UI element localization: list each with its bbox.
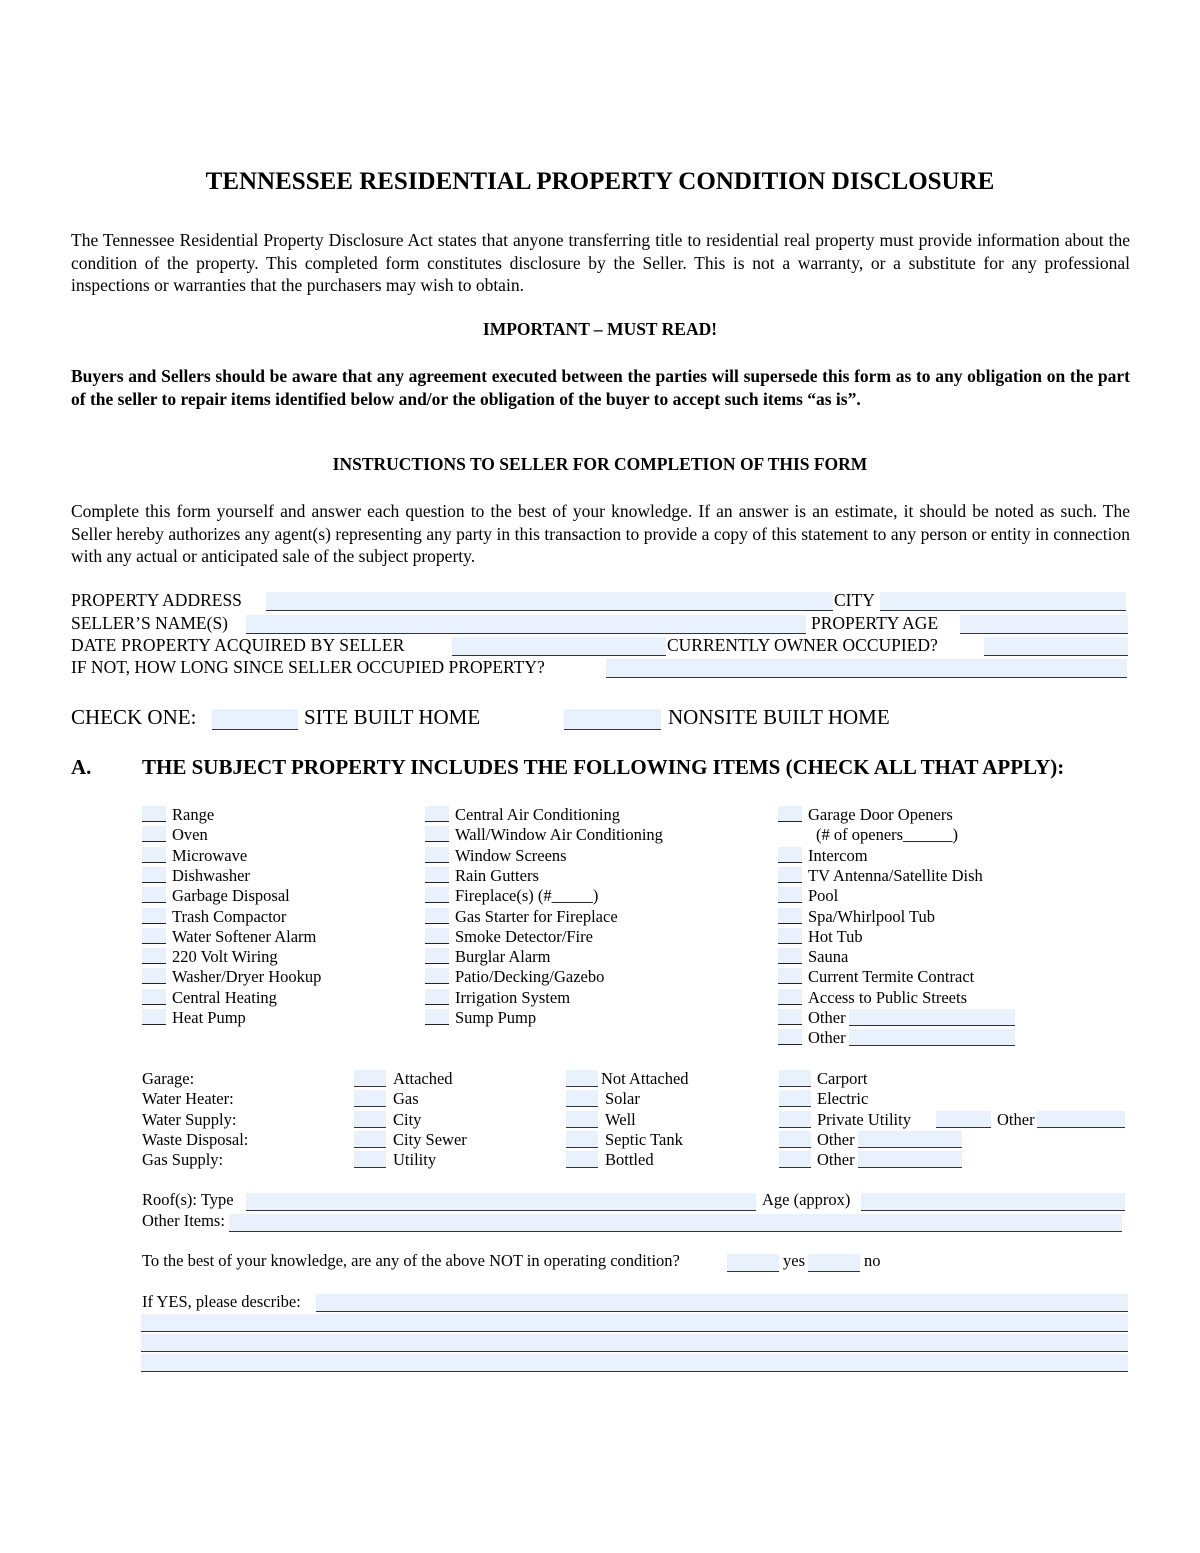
item-label-col1-3: Dishwasher bbox=[172, 865, 250, 885]
utility-check-b-2[interactable] bbox=[566, 1111, 598, 1128]
item-label-col3-2: Intercom bbox=[808, 845, 868, 865]
item-label-col3-0: Garage Door Openers bbox=[808, 805, 953, 824]
item-label-col2-5: Gas Starter for Fireplace bbox=[455, 906, 618, 926]
item-checkbox-col3-9[interactable] bbox=[778, 989, 802, 1005]
page-title: TENNESSEE RESIDENTIAL PROPERTY CONDITION DISCLOSURE bbox=[205, 168, 995, 195]
item-checkbox-col3-5[interactable] bbox=[778, 908, 802, 924]
item-label-col1-0: Range bbox=[172, 805, 215, 824]
roof-age-field[interactable] bbox=[861, 1193, 1125, 1211]
item-checkbox-col2-5[interactable] bbox=[425, 908, 449, 924]
yes-label: yes bbox=[783, 1251, 805, 1270]
item-label-col3-8: Current Termite Contract bbox=[808, 967, 975, 987]
item-checkbox-col2-9[interactable] bbox=[425, 989, 449, 1005]
item-label-col2-7: Burglar Alarm bbox=[455, 947, 551, 967]
utility-other-field-3[interactable] bbox=[858, 1131, 962, 1148]
utility-option-c-2: Private Utility bbox=[817, 1109, 911, 1129]
utility-check-d-2[interactable] bbox=[936, 1111, 991, 1128]
item-label-col3-9: Access to Public Streets bbox=[808, 987, 968, 1007]
site-built-checkbox[interactable] bbox=[212, 709, 298, 730]
roof-type-label: Roof(s): Type bbox=[142, 1190, 234, 1209]
utility-check-c-4[interactable] bbox=[779, 1151, 811, 1168]
utility-check-c-1[interactable] bbox=[779, 1090, 811, 1107]
other-item-field-10[interactable] bbox=[849, 1009, 1015, 1026]
roof-type-field[interactable] bbox=[246, 1193, 756, 1211]
section-a-letter: A. bbox=[71, 755, 92, 779]
owner-occupied-label: CURRENTLY OWNER OCCUPIED? bbox=[667, 635, 938, 655]
utility-label-1: Water Heater: bbox=[142, 1089, 234, 1109]
other-items-label: Other Items: bbox=[142, 1211, 225, 1230]
roof-age-label: Age (approx) bbox=[762, 1190, 851, 1209]
check-one-label: CHECK ONE: bbox=[71, 705, 197, 729]
describe-line-1[interactable] bbox=[316, 1294, 1128, 1312]
property-address-field[interactable] bbox=[266, 592, 833, 611]
item-checkbox-col3-8[interactable] bbox=[778, 968, 802, 984]
describe-label: If YES, please describe: bbox=[142, 1292, 301, 1311]
instructions-heading: INSTRUCTIONS TO SELLER FOR COMPLETION OF THIS FORM bbox=[332, 454, 868, 474]
item-checkbox-col1-3[interactable] bbox=[142, 867, 166, 883]
item-checkbox-col1-8[interactable] bbox=[142, 968, 166, 984]
item-checkbox-col1-9[interactable] bbox=[142, 989, 166, 1005]
utility-label-0: Garage: bbox=[142, 1069, 195, 1088]
utility-option-b-2: Well bbox=[605, 1109, 636, 1129]
important-paragraph: Buyers and Sellers should be aware that any agreement executed between the parties will supersede this form as to any obligation on the part of the seller to repair items identified below and/or the obligation of the buyer to accept such items “as is”. bbox=[71, 366, 1130, 409]
utility-option-c-3: Other bbox=[817, 1129, 855, 1149]
utility-option-a-2: City bbox=[393, 1109, 422, 1129]
sellers-names-field[interactable] bbox=[246, 615, 806, 634]
utility-check-b-1[interactable] bbox=[566, 1090, 598, 1107]
utility-check-a-4[interactable] bbox=[354, 1151, 386, 1168]
important-heading: IMPORTANT – MUST READ! bbox=[482, 319, 718, 339]
item-label-col3-11: Other bbox=[808, 1028, 846, 1048]
item-checkbox-col1-1[interactable] bbox=[142, 826, 166, 842]
nonsite-built-label: NONSITE BUILT HOME bbox=[668, 705, 890, 729]
date-acquired-field[interactable] bbox=[452, 637, 666, 656]
item-label-col2-0: Central Air Conditioning bbox=[455, 805, 620, 824]
utility-check-b-0[interactable] bbox=[566, 1070, 598, 1087]
item-checkbox-col2-7[interactable] bbox=[425, 948, 449, 964]
item-label-col1-4: Garbage Disposal bbox=[172, 886, 290, 906]
utility-option-d-2: Other bbox=[997, 1109, 1035, 1129]
item-checkbox-col1-2[interactable] bbox=[142, 847, 166, 863]
item-checkbox-col1-5[interactable] bbox=[142, 908, 166, 924]
yes-checkbox[interactable] bbox=[727, 1254, 779, 1272]
intro-paragraph: The Tennessee Residential Property Disclosure Act states that anyone transferring title to residential real property must provide information about the condition of the property. This completed form constitutes disclosure by the Seller. This is not a warranty, or a substitute for any professional inspections or warranties that the purchasers may wish to obtain. bbox=[71, 230, 1130, 296]
item-label-col1-10: Heat Pump bbox=[172, 1008, 246, 1027]
item-checkbox-col3-4[interactable] bbox=[778, 887, 802, 903]
item-checkbox-col2-4[interactable] bbox=[425, 887, 449, 903]
item-checkbox-col1-4[interactable] bbox=[142, 887, 166, 903]
item-checkbox-col2-8[interactable] bbox=[425, 968, 449, 984]
city-field[interactable] bbox=[880, 592, 1126, 611]
owner-occupied-field[interactable] bbox=[984, 637, 1128, 656]
item-label-col3-1: (# of openers______) bbox=[816, 825, 959, 845]
item-checkbox-col3-6[interactable] bbox=[778, 928, 802, 944]
utility-option-c-4: Other bbox=[817, 1150, 855, 1170]
item-label-col3-6: Hot Tub bbox=[808, 926, 863, 946]
utility-option-b-3: Septic Tank bbox=[605, 1129, 683, 1149]
utility-check-a-0[interactable] bbox=[354, 1070, 386, 1087]
item-label-col2-2: Window Screens bbox=[455, 845, 567, 865]
utility-option-c-1: Electric bbox=[817, 1089, 869, 1109]
site-built-label: SITE BUILT HOME bbox=[304, 705, 481, 729]
utility-check-c-0[interactable] bbox=[779, 1070, 811, 1087]
utility-other-d-field-2[interactable] bbox=[1037, 1111, 1125, 1128]
item-checkbox-col2-3[interactable] bbox=[425, 867, 449, 883]
item-label-col3-5: Spa/Whirlpool Tub bbox=[808, 906, 935, 926]
utility-option-b-1: Solar bbox=[605, 1089, 640, 1109]
item-checkbox-col3-7[interactable] bbox=[778, 948, 802, 964]
item-checkbox-col1-0[interactable] bbox=[142, 806, 166, 822]
item-checkbox-col1-6[interactable] bbox=[142, 928, 166, 944]
utility-check-a-3[interactable] bbox=[354, 1131, 386, 1148]
utility-option-a-1: Gas bbox=[393, 1089, 419, 1109]
date-acquired-label: DATE PROPERTY ACQUIRED BY SELLER bbox=[71, 635, 405, 655]
no-checkbox[interactable] bbox=[808, 1254, 860, 1272]
item-label-col1-6: Water Softener Alarm bbox=[172, 926, 317, 946]
item-label-col3-4: Pool bbox=[808, 886, 839, 906]
section-a-heading: THE SUBJECT PROPERTY INCLUDES THE FOLLOWING ITEMS (CHECK ALL THAT APPLY): bbox=[142, 755, 1065, 779]
utility-label-4: Gas Supply: bbox=[142, 1150, 224, 1170]
item-checkbox-col3-3[interactable] bbox=[778, 867, 802, 883]
item-checkbox-col2-1[interactable] bbox=[425, 826, 449, 842]
item-label-col2-4: Fireplace(s) (#_____) bbox=[455, 886, 599, 906]
item-label-col1-5: Trash Compactor bbox=[172, 906, 287, 926]
nonsite-built-checkbox[interactable] bbox=[564, 709, 661, 730]
describe-line-4[interactable] bbox=[141, 1354, 1128, 1372]
no-label: no bbox=[864, 1251, 881, 1270]
other-items-field[interactable] bbox=[229, 1214, 1122, 1232]
item-checkbox-col2-6[interactable] bbox=[425, 928, 449, 944]
utility-check-c-2[interactable] bbox=[779, 1111, 811, 1128]
item-label-col2-9: Irrigation System bbox=[455, 987, 571, 1007]
utility-option-a-3: City Sewer bbox=[393, 1129, 467, 1149]
property-age-label: PROPERTY AGE bbox=[811, 613, 939, 633]
other-item-field-11[interactable] bbox=[849, 1029, 1015, 1046]
item-label-col2-10: Sump Pump bbox=[455, 1008, 537, 1027]
item-label-col1-1: Oven bbox=[172, 825, 208, 845]
utility-label-3: Waste Disposal: bbox=[142, 1129, 249, 1149]
sellers-names-label: SELLER’S NAME(S) bbox=[71, 613, 229, 633]
item-checkbox-col3-10[interactable] bbox=[778, 1009, 802, 1025]
item-label-col2-3: Rain Gutters bbox=[455, 865, 539, 885]
how-long-field[interactable] bbox=[606, 659, 1127, 678]
item-label-col3-3: TV Antenna/Satellite Dish bbox=[808, 865, 983, 885]
instructions-paragraph: Complete this form yourself and answer each question to the best of your knowledge. If an answer is an estimate, it should be noted as such. The Seller hereby authorizes any agent(s) representing any party in this transaction to provide a copy of this statement to any person or entity in connection with any actual or anticipated sale of the subject property. bbox=[71, 501, 1130, 567]
how-long-label: IF NOT, HOW LONG SINCE SELLER OCCUPIED PROPERTY? bbox=[71, 657, 545, 677]
item-label-col1-7: 220 Volt Wiring bbox=[172, 947, 278, 967]
utility-option-b-4: Bottled bbox=[605, 1150, 654, 1170]
utility-check-a-1[interactable] bbox=[354, 1090, 386, 1107]
item-checkbox-col3-11[interactable] bbox=[778, 1029, 802, 1045]
utility-other-field-4[interactable] bbox=[858, 1151, 962, 1168]
item-checkbox-col1-10[interactable] bbox=[142, 1009, 166, 1025]
item-label-col1-8: Washer/Dryer Hookup bbox=[172, 967, 322, 987]
item-label-col2-1: Wall/Window Air Conditioning bbox=[455, 825, 663, 845]
item-label-col3-10: Other bbox=[808, 1008, 846, 1027]
describe-line-3[interactable] bbox=[141, 1334, 1128, 1352]
utility-check-c-3[interactable] bbox=[779, 1131, 811, 1148]
describe-line-2[interactable] bbox=[141, 1314, 1128, 1332]
utility-label-2: Water Supply: bbox=[142, 1109, 237, 1129]
item-checkbox-col2-2[interactable] bbox=[425, 847, 449, 863]
utility-option-a-0: Attached bbox=[393, 1069, 453, 1088]
item-checkbox-col3-2[interactable] bbox=[778, 847, 802, 863]
operating-question: To the best of your knowledge, are any of the above NOT in operating condition? bbox=[142, 1251, 680, 1270]
item-label-col1-2: Microwave bbox=[172, 845, 248, 865]
item-label-col2-8: Patio/Decking/Gazebo bbox=[455, 967, 605, 987]
utility-option-c-0: Carport bbox=[817, 1069, 868, 1088]
utility-check-b-4[interactable] bbox=[566, 1151, 598, 1168]
item-checkbox-col3-0[interactable] bbox=[778, 806, 802, 822]
item-label-col1-9: Central Heating bbox=[172, 987, 277, 1007]
utility-option-b-0: Not Attached bbox=[601, 1069, 689, 1088]
utility-check-a-2[interactable] bbox=[354, 1111, 386, 1128]
item-checkbox-col2-10[interactable] bbox=[425, 1009, 449, 1025]
item-label-col3-7: Sauna bbox=[808, 947, 849, 967]
utility-check-b-3[interactable] bbox=[566, 1131, 598, 1148]
item-label-col2-6: Smoke Detector/Fire bbox=[455, 926, 593, 946]
utility-option-a-4: Utility bbox=[393, 1150, 437, 1170]
property-address-label: PROPERTY ADDRESS bbox=[71, 590, 242, 610]
item-checkbox-col2-0[interactable] bbox=[425, 806, 449, 822]
city-label: CITY bbox=[834, 590, 875, 610]
item-checkbox-col1-7[interactable] bbox=[142, 948, 166, 964]
property-age-field[interactable] bbox=[960, 615, 1128, 634]
